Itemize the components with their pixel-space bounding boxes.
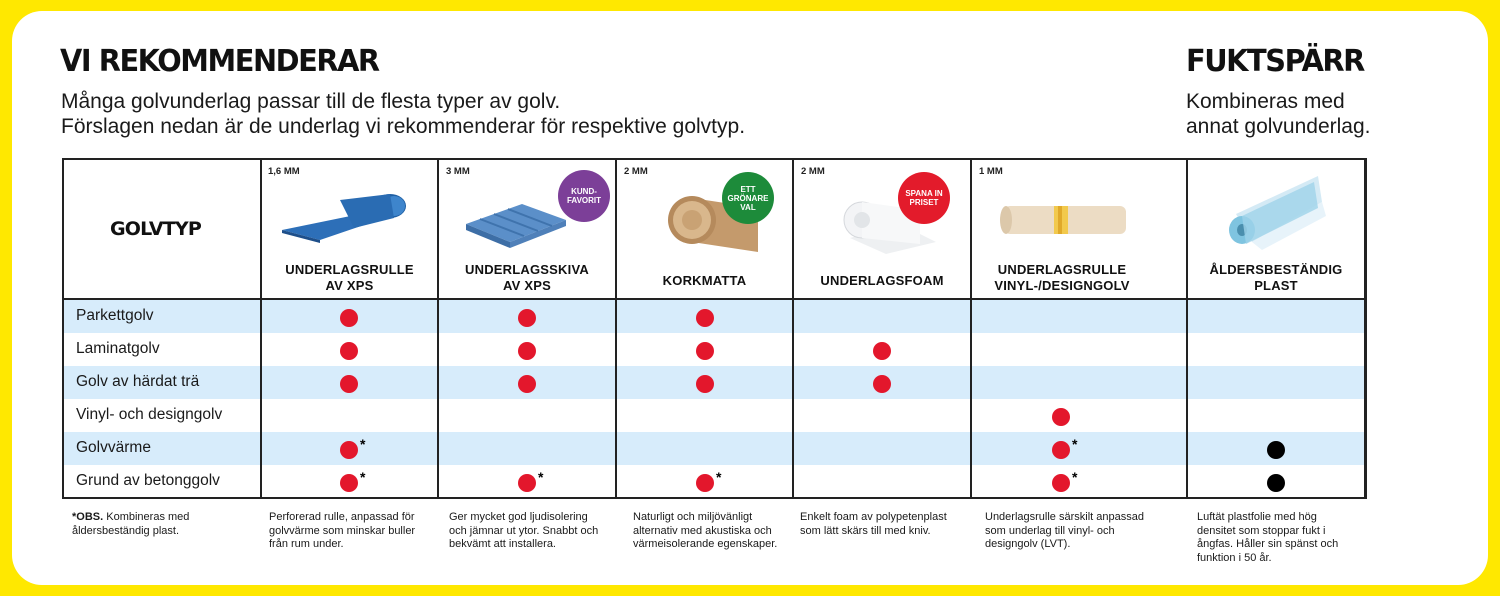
vinyl-underlay-roll-icon xyxy=(998,200,1130,240)
lead-line-1: Många golvunderlag passar till de flesta typer av golv. xyxy=(61,90,561,113)
product-description: Underlagsrulle särskilt anpassad som underlag till vinyl- och designgolv (LVT). xyxy=(985,511,1144,550)
thickness-label: 2 MM xyxy=(624,166,648,177)
recommend-dot xyxy=(1052,474,1070,492)
golvtyp-header: GOLVTYP xyxy=(110,218,201,240)
recommend-dot xyxy=(873,342,891,360)
fuktsparr-title xyxy=(1188,262,1364,294)
row-label: Grund av betonggolv xyxy=(76,472,220,489)
recommend-dot xyxy=(696,342,714,360)
footnote-line-2: åldersbeständig plast. xyxy=(72,524,180,537)
main-heading: VI REKOMMENDERAR xyxy=(60,44,379,79)
recommend-dot xyxy=(518,375,536,393)
thickness-label: 1,6 MM xyxy=(268,166,300,177)
thickness-label: 1 MM xyxy=(979,166,1003,177)
product-title-line-2: AV XPS xyxy=(503,278,551,293)
fuktsparr-lead-line-2: annat golvunderlag. xyxy=(1186,115,1371,138)
recommend-dot xyxy=(340,441,358,459)
product-description: Ger mycket god ljudisolering och jämnar ut ytor. Snabbt och bekvämt att installera. xyxy=(449,511,599,550)
fuktsparr-heading: FUKTSPÄRR xyxy=(1186,44,1364,79)
footnote-star: * xyxy=(1072,435,1078,452)
product-title-line-1: UNDERLAGSFOAM xyxy=(820,273,944,288)
fuktsparr-header-divider xyxy=(1186,298,1366,300)
footnote-bold: *OBS. xyxy=(72,511,104,523)
product-description: Enkelt foam av polypetenplast som lätt skärs till med kniv. xyxy=(800,511,947,537)
recommend-dot-black xyxy=(1267,474,1285,492)
recommend-dot xyxy=(340,375,358,393)
product-description: Naturligt och miljövänligt alternativ med akustiska och värmeisolerande egenskaper. xyxy=(633,511,778,550)
footnote-star: * xyxy=(360,468,366,485)
footnote-rest: Kombineras med xyxy=(103,511,190,523)
product-title xyxy=(262,262,437,294)
recommend-dot xyxy=(1052,441,1070,459)
recommend-dot xyxy=(1052,408,1070,426)
recommend-dot xyxy=(518,474,536,492)
recommend-dot xyxy=(518,309,536,327)
spana-in-priset-badge: SPANA IN PRISET xyxy=(898,172,950,224)
xps-roll-icon xyxy=(280,190,410,250)
product-title-line-1: UNDERLAGSRULLE xyxy=(997,262,1127,277)
recommend-dot xyxy=(696,375,714,393)
product-title xyxy=(972,262,1152,294)
product-title-line-2: AV XPS xyxy=(325,278,374,293)
column-divider xyxy=(260,158,262,499)
footnote-star: * xyxy=(1072,468,1078,485)
product-title xyxy=(617,273,792,289)
product-title-line-1: UNDERLAGSSKIVA xyxy=(465,262,589,277)
recommend-dot xyxy=(340,474,358,492)
fuktsparr-lead-line-1: Kombineras med xyxy=(1186,90,1345,113)
kundfavorit-badge: KUND-FAVORIT xyxy=(558,170,610,222)
recommend-dot xyxy=(873,375,891,393)
column-divider xyxy=(792,158,794,499)
product-title-line-2: VINYL-/DESIGNGOLV xyxy=(994,278,1130,293)
footnote-star: * xyxy=(360,435,366,452)
column-divider xyxy=(437,158,439,499)
row-label: Golv av härdat trä xyxy=(76,373,200,390)
plastic-foil-roll-icon xyxy=(1222,172,1332,256)
product-description: Perforerad rulle, anpassad för golvvärme som minskar buller från rum under. xyxy=(269,511,416,550)
row-label: Laminatgolv xyxy=(76,340,160,357)
footnote-star: * xyxy=(716,468,722,485)
thickness-label: 3 MM xyxy=(446,166,470,177)
footnote-star: * xyxy=(538,468,544,485)
product-title-line-1: UNDERLAGSRULLE xyxy=(285,262,414,277)
footnote xyxy=(72,511,252,538)
fuktsparr-description: Luftät plastfolie med hög densitet som stoppar fukt i ångfas. Håller sin spänst och funktion i 50 år. xyxy=(1197,511,1339,564)
header-divider xyxy=(62,298,1367,300)
fuktsparr-title-line-2: PLAST xyxy=(1254,278,1298,293)
recommend-dot xyxy=(696,309,714,327)
row-label: Vinyl- och designgolv xyxy=(76,406,223,423)
recommend-dot xyxy=(518,342,536,360)
row-label: Golvvärme xyxy=(76,439,151,456)
gronare-val-badge: ETT GRÖNARE VAL xyxy=(722,172,774,224)
xps-board-icon xyxy=(462,194,572,250)
product-title-line-1: KORKMATTA xyxy=(662,273,747,288)
lead-text xyxy=(61,89,745,139)
recommend-dot xyxy=(696,474,714,492)
thickness-label: 2 MM xyxy=(801,166,825,177)
lead-line-2: Förslagen nedan är de underlag vi rekommenderar för respektive golvtyp. xyxy=(61,115,746,138)
column-divider xyxy=(615,158,617,499)
recommend-dot xyxy=(340,342,358,360)
column-divider xyxy=(970,158,972,499)
row-label: Parkettgolv xyxy=(76,307,154,324)
recommend-dot xyxy=(340,309,358,327)
fuktsparr-lead xyxy=(1186,89,1370,139)
product-title xyxy=(439,262,615,294)
recommend-dot-black xyxy=(1267,441,1285,459)
product-title xyxy=(794,273,970,289)
fuktsparr-title-line-1: ÅLDERSBESTÄNDIG xyxy=(1209,262,1343,277)
